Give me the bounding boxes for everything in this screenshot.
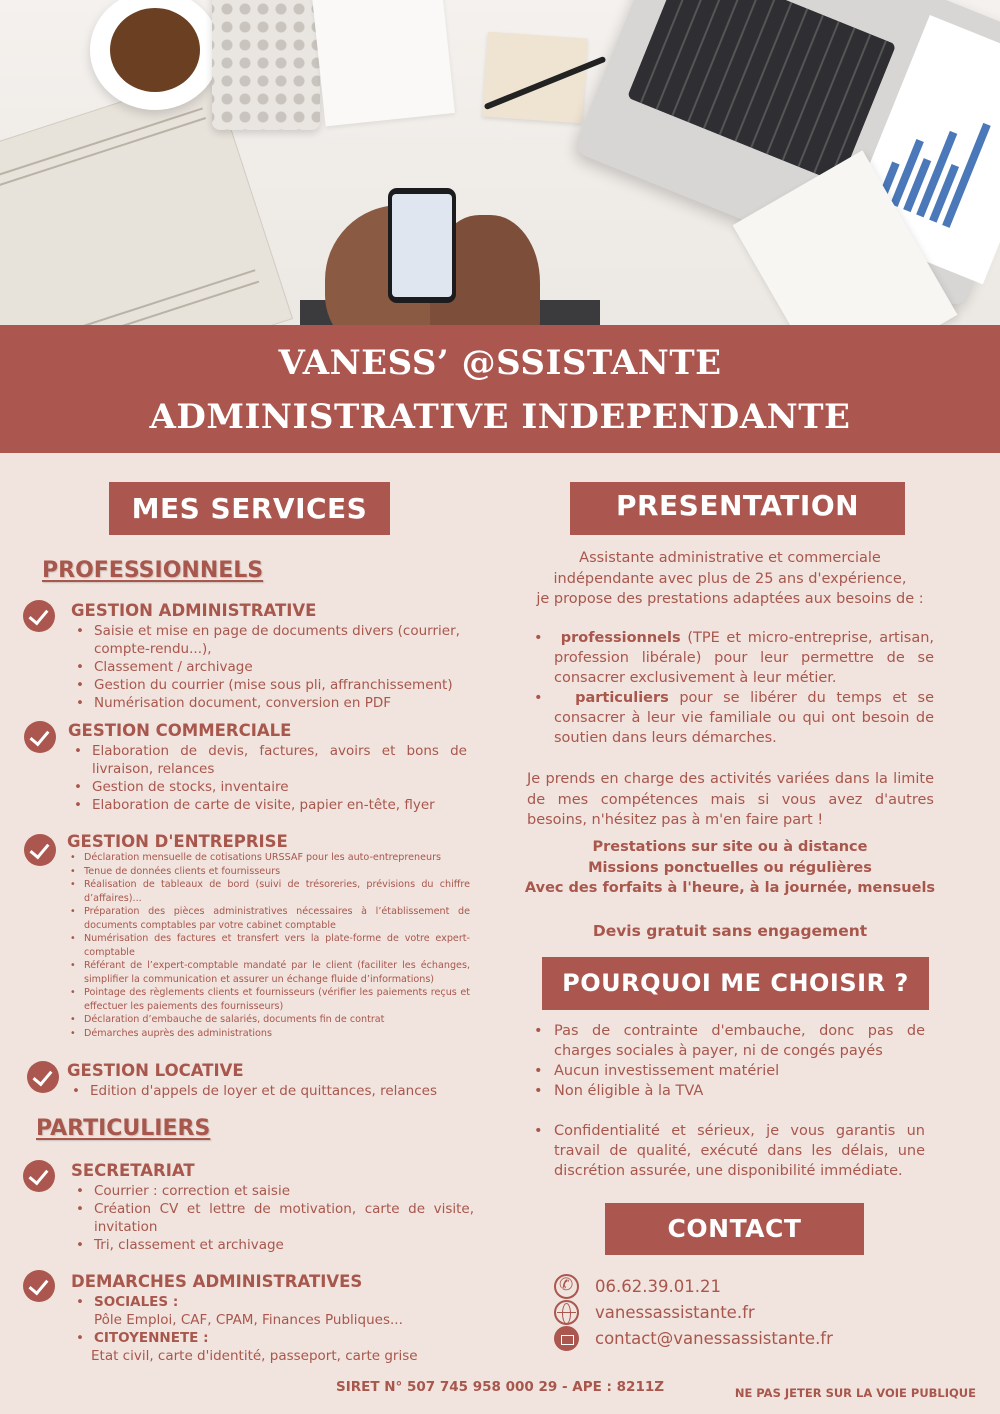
list-item — [74, 1293, 474, 1329]
smartphone-illustration — [388, 188, 456, 303]
gestion-locative-list — [70, 1082, 470, 1100]
why-list — [528, 1021, 925, 1181]
contact-phone-row — [554, 1273, 721, 1299]
list-item: • Tenue de données clients et fournisseurs — [68, 865, 470, 879]
list-item: • Courrier : correction et saisie — [74, 1182, 474, 1200]
demarches-list — [74, 1293, 474, 1365]
footer-note: NE PAS JETER SUR LA VOIE PUBLIQUE — [734, 1386, 976, 1400]
list-item: • Gestion de stocks, inventaire — [72, 778, 467, 796]
pro-bold: professionnels — [560, 630, 681, 646]
list-item: • Non éligible à la TVA — [528, 1081, 925, 1101]
list-item: • Tri, classement et archivage — [74, 1236, 474, 1254]
list-item: • Edition d'appels de loyer et de quittances, relances — [70, 1082, 470, 1100]
notepad-illustration — [482, 32, 588, 124]
gestion-locative-title: GESTION LOCATIVE — [67, 1061, 244, 1080]
contact-website-row — [554, 1299, 755, 1325]
list-item: • Déclaration d’embauche de salariés, documents fin de contrat — [68, 1013, 470, 1027]
list-item: • Confidentialité et sérieux, je vous garantis un travail de qualité, exécuté dans les délais, une discrétion assurée, une disponibilité immédiate. — [528, 1121, 925, 1181]
sociales-label: SOCIALES : — [94, 1294, 179, 1310]
intro-line: Assistante administrative et commerciale — [579, 550, 881, 566]
list-item: • Démarches auprès des administrations — [68, 1027, 470, 1041]
gestion-entreprise-title: GESTION D'ENTREPRISE — [67, 832, 288, 851]
list-item: • Aucun investissement matériel — [528, 1061, 925, 1081]
highlight-line: Avec des forfaits à l'heure, à la journée, mensuels — [524, 880, 936, 896]
part-bold: particuliers — [575, 690, 669, 706]
presentation-targets — [528, 628, 934, 748]
contact-phone[interactable]: 06.62.39.01.21 — [595, 1276, 721, 1296]
list-item — [528, 628, 934, 688]
check-icon — [23, 1160, 55, 1192]
page-title-line1: VANESS’ @SSISTANTE — [278, 343, 722, 383]
secretariat-title: SECRETARIAT — [71, 1161, 195, 1180]
contact-email[interactable]: contact@vanessassistante.fr — [595, 1328, 833, 1348]
pro-text: (TPE et micro-entreprise, artisan, profession libérale) pour leur permettre de se consacrer exclusivement à leur métier. — [554, 630, 935, 686]
citoyennete-label: CITOYENNETE : — [94, 1330, 209, 1346]
phone-icon — [554, 1274, 579, 1299]
citoyennete-text: Etat civil, carte d'identité, passeport, carte grise — [91, 1348, 418, 1364]
gestion-commerciale-list — [72, 742, 467, 814]
list-item: • Numérisation document, conversion en PDF — [74, 694, 464, 712]
devis-text: Devis gratuit sans engagement — [592, 922, 868, 940]
services-heading: MES SERVICES — [109, 482, 390, 535]
notes-paper-illustration — [311, 0, 455, 126]
check-icon — [23, 1270, 55, 1302]
list-item: • Elaboration de devis, factures, avoirs et bons de livraison, relances — [72, 742, 467, 778]
list-item: • Pas de contrainte d'embauche, donc pas de charges sociales à payer, ni de congés payés — [528, 1021, 925, 1061]
highlight-line: Missions ponctuelles ou régulières — [588, 859, 872, 876]
contact-email-row — [554, 1325, 833, 1351]
check-icon — [24, 721, 56, 753]
footer-siret: SIRET N° 507 745 958 000 29 - APE : 8211Z — [335, 1379, 665, 1395]
contact-website[interactable]: vanessassistante.fr — [595, 1302, 755, 1322]
particuliers-label: PARTICULIERS — [36, 1116, 211, 1141]
part-text: pour se libérer du temps et se consacrer à leur vie familiale ou qui ont besoin de soutien dans leurs démarches. — [554, 690, 934, 746]
gestion-administrative-list — [74, 622, 464, 712]
demarches-title: DEMARCHES ADMINISTRATIVES — [71, 1272, 363, 1291]
list-item: • Réalisation de tableaux de bord (suivi de trésoreries, prévisions du chiffre d’affaires)... — [68, 878, 470, 905]
gestion-administrative-title: GESTION ADMINISTRATIVE — [71, 601, 317, 620]
list-item: • Numérisation des factures et transfert vers la plate-forme de votre expert-comptable — [68, 932, 470, 959]
hero-photo — [0, 0, 1000, 325]
list-item: • Préparation des pièces administratives nécessaires à l’établissement de documents comptables par votre cabinet comptable — [68, 905, 470, 932]
professionnels-label: PROFESSIONNELS — [42, 558, 264, 583]
check-icon — [27, 1061, 59, 1093]
gestion-entreprise-list — [68, 851, 470, 1040]
intro-line: indépendante avec plus de 25 ans d'expérience, — [553, 570, 907, 587]
contact-heading: CONTACT — [605, 1203, 864, 1255]
list-item: • Déclaration mensuelle de cotisations URSSAF pour les auto-entrepreneurs — [68, 851, 470, 865]
list-item: • Création CV et lettre de motivation, carte de visite, invitation — [74, 1200, 474, 1236]
page-title-line2: ADMINISTRATIVE INDEPENDANTE — [149, 397, 851, 437]
globe-icon — [554, 1300, 579, 1325]
gestion-commerciale-title: GESTION COMMERCIALE — [68, 721, 292, 740]
highlight-line: Prestations sur site ou à distance — [592, 839, 868, 855]
list-item: • Pointage des règlements clients et fournisseurs (vérifier les paiements reçus et effectuer les paiements des fournisseurs) — [68, 986, 470, 1013]
list-item: • Classement / archivage — [74, 658, 464, 676]
why-heading: POURQUOI ME CHOISIR ? — [542, 957, 929, 1010]
intro-line: je propose des prestations adaptées aux besoins de : — [536, 591, 924, 607]
presentation-paragraph: Je prends en charge des activités variées dans la limite de mes compétences mais si vous avez d'autres besoins, n'hésitez pas à m'en faire part ! — [527, 771, 934, 828]
list-item: • Référant de l’expert-comptable mandaté par le client (faciliter les échanges, simplifier la communication et assurer un échange fluide d’informations) — [68, 959, 470, 986]
calculator-illustration — [212, 0, 320, 130]
check-icon — [23, 600, 55, 632]
presentation-highlights — [520, 837, 940, 899]
sociales-text: Pôle Emploi, CAF, CPAM, Finances Publiques... — [94, 1312, 403, 1328]
list-item — [74, 1329, 474, 1365]
list-item — [528, 688, 934, 748]
presentation-heading: PRESENTATION — [570, 482, 905, 535]
mail-icon — [554, 1326, 579, 1351]
list-item: • Gestion du courrier (mise sous pli, affranchissement) — [74, 676, 464, 694]
check-icon — [24, 834, 56, 866]
list-item: • Saisie et mise en page de documents divers (courrier, compte-rendu...), — [74, 622, 464, 658]
list-item: • Elaboration de carte de visite, papier en-tête, flyer — [72, 796, 467, 814]
presentation-intro — [520, 548, 940, 610]
secretariat-list — [74, 1182, 474, 1254]
title-band — [0, 325, 1000, 453]
